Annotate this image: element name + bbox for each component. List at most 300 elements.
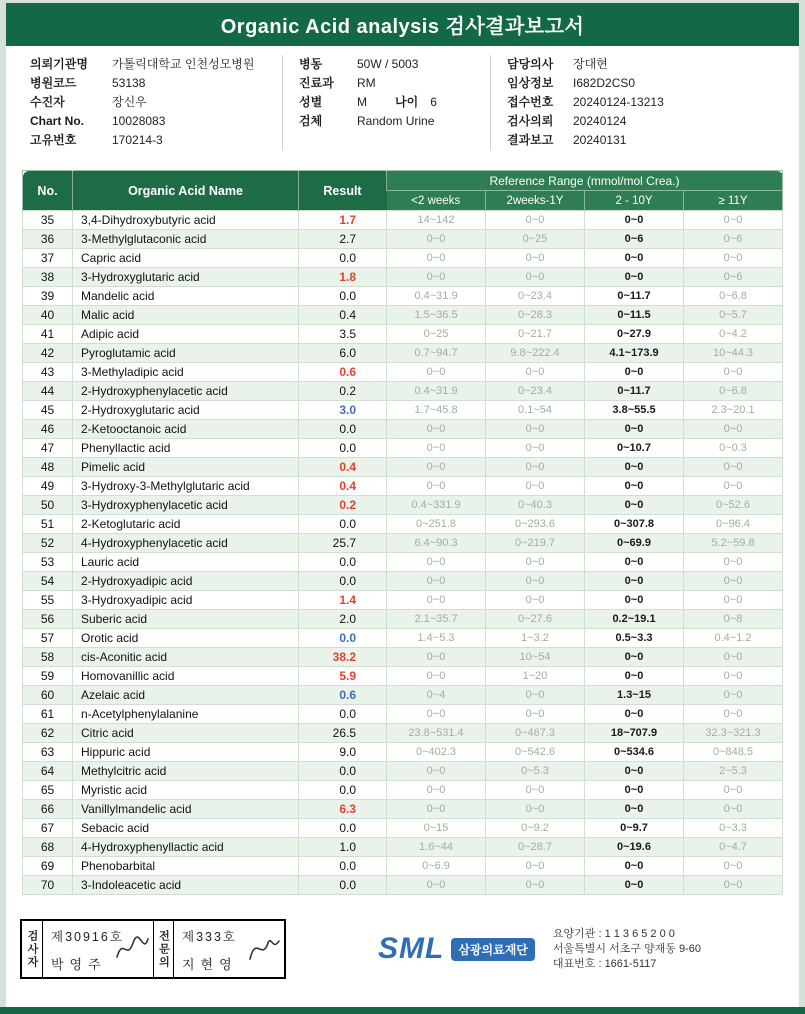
result-value: 1.0: [299, 838, 387, 857]
acid-name: Sebacic acid: [73, 819, 299, 838]
table-row: [23, 705, 783, 724]
reference-range: 0~0: [684, 648, 783, 667]
reference-range: 0~0: [684, 800, 783, 819]
table-row: [23, 781, 783, 800]
reference-range: 0~3.3: [684, 819, 783, 838]
acid-name: Orotic acid: [73, 629, 299, 648]
info-row: [30, 112, 272, 131]
reference-range: 0~0: [486, 363, 585, 382]
reference-range: 0~0: [486, 211, 585, 230]
reference-range: 0.4~31.9: [387, 382, 486, 401]
examiner-role-label: 검사자: [22, 921, 43, 977]
reference-range: 0.4~331.9: [387, 496, 486, 515]
reference-range: 0~0: [486, 800, 585, 819]
examiner-cert-number: 제30916호: [51, 930, 124, 944]
reference-range: 1~20: [486, 667, 585, 686]
row-number: 57: [23, 629, 73, 648]
result-value: 0.0: [299, 819, 387, 838]
reference-range: 0~4.2: [684, 325, 783, 344]
result-value: 0.4: [299, 477, 387, 496]
reference-range: 6.4~90.3: [387, 534, 486, 553]
row-number: 41: [23, 325, 73, 344]
table-row: [23, 876, 783, 895]
reference-range: 0~0: [585, 762, 684, 781]
result-value: 0.0: [299, 705, 387, 724]
page-title: Organic Acid analysis 검사결과보고서: [220, 16, 585, 38]
reference-range: 0~0: [684, 857, 783, 876]
reference-range: 0~0: [387, 800, 486, 819]
results-tbody: [23, 211, 783, 895]
result-value: 6.0: [299, 344, 387, 363]
reference-range: 0~0: [486, 439, 585, 458]
info-label: 의뢰기관명: [30, 57, 88, 71]
row-number: 62: [23, 724, 73, 743]
reference-range: 0~0: [684, 458, 783, 477]
sml-logo: [378, 934, 535, 964]
acid-name: Capric acid: [73, 249, 299, 268]
row-number: 70: [23, 876, 73, 895]
reference-range: 3.8~55.5: [585, 401, 684, 420]
result-value: 0.2: [299, 496, 387, 515]
reference-range: 0~0.3: [684, 439, 783, 458]
reference-range: 0~0: [684, 686, 783, 705]
reference-range: 0~6.9: [387, 857, 486, 876]
reference-range: 0~0: [585, 420, 684, 439]
info-label: 결과보고: [507, 133, 554, 147]
acid-name: Homovanillic acid: [73, 667, 299, 686]
table-row: [23, 629, 783, 648]
acid-name: Pyroglutamic acid: [73, 344, 299, 363]
table-row: [23, 249, 783, 268]
info-value: 53138: [112, 76, 146, 90]
info-value: M: [357, 95, 367, 109]
result-value: 9.0: [299, 743, 387, 762]
table-row: [23, 306, 783, 325]
acid-name: 4-Hydroxyphenylacetic acid: [73, 534, 299, 553]
reference-range: 23.8~531.4: [387, 724, 486, 743]
info-value: 20240124: [573, 114, 627, 128]
result-value: 0.0: [299, 857, 387, 876]
reference-range: 0~0: [684, 363, 783, 382]
reference-range: 0~0: [585, 781, 684, 800]
reference-range: 0~23.4: [486, 382, 585, 401]
info-row: [507, 55, 779, 74]
table-row: [23, 211, 783, 230]
reference-range: 0~0: [684, 667, 783, 686]
result-value: 0.0: [299, 629, 387, 648]
row-number: 69: [23, 857, 73, 876]
reference-range: 0~402.3: [387, 743, 486, 762]
sml-logo-mark: SML: [378, 932, 445, 965]
acid-name: Phenobarbital: [73, 857, 299, 876]
result-value: 0.4: [299, 306, 387, 325]
row-number: 66: [23, 800, 73, 819]
examiner-name: 박영주: [51, 957, 107, 972]
result-value: 0.6: [299, 363, 387, 382]
table-row: [23, 534, 783, 553]
result-value: 26.5: [299, 724, 387, 743]
result-value: 0.0: [299, 420, 387, 439]
info-value: RM: [357, 76, 376, 90]
result-value: 1.8: [299, 268, 387, 287]
specialist-cert-number: 제333호: [182, 930, 238, 944]
result-value: 0.6: [299, 686, 387, 705]
info-value: 장신우: [112, 95, 147, 109]
examiner-signature-icon: [113, 933, 151, 968]
info-row: [30, 55, 272, 74]
row-number: 42: [23, 344, 73, 363]
acid-name: 4-Hydroxyphenyllactic acid: [73, 838, 299, 857]
report-footer: [6, 919, 799, 979]
info-label: 임상정보: [507, 76, 554, 90]
info-row: [299, 55, 480, 74]
info-row: [507, 93, 779, 112]
reference-range: 0~0: [486, 876, 585, 895]
reference-range: 0~6.8: [684, 287, 783, 306]
table-row: [23, 591, 783, 610]
contact-line-institution: 요양기관 : 1 1 3 6 5 2 0 0: [552, 927, 675, 940]
result-value: 1.4: [299, 591, 387, 610]
reference-range: 0~0: [387, 572, 486, 591]
signature-stamp-box: [20, 919, 286, 979]
acid-name: 3-Hydroxyglutaric acid: [73, 268, 299, 287]
col-subheader-over-11y: ≥ 11Y: [684, 191, 783, 211]
acid-name: Phenyllactic acid: [73, 439, 299, 458]
acid-name: cis-Aconitic acid: [73, 648, 299, 667]
info-label: 접수번호: [507, 95, 554, 109]
col-subheader-under-2-weeks: <2 weeks: [387, 191, 486, 211]
info-column: [30, 55, 282, 150]
reference-range: 0~15: [387, 819, 486, 838]
reference-range: 1.7~45.8: [387, 401, 486, 420]
row-number: 58: [23, 648, 73, 667]
reference-range: 0~0: [387, 648, 486, 667]
acid-name: Adipic acid: [73, 325, 299, 344]
reference-range: 0~293.6: [486, 515, 585, 534]
row-number: 38: [23, 268, 73, 287]
row-number: 55: [23, 591, 73, 610]
acid-name: Vanillylmandelic acid: [73, 800, 299, 819]
reference-range: 0~534.6: [585, 743, 684, 762]
row-number: 63: [23, 743, 73, 762]
info-value: 20240124-13213: [573, 95, 664, 109]
acid-name: 2-Ketooctanoic acid: [73, 420, 299, 439]
result-value: 0.0: [299, 762, 387, 781]
reference-range: 0~19.6: [585, 838, 684, 857]
info-value: 장대현: [573, 57, 608, 71]
info-label: Chart No.: [30, 114, 84, 128]
row-number: 61: [23, 705, 73, 724]
table-row: [23, 610, 783, 629]
contact-line-phone: 대표번호 : 1661-5117: [552, 957, 657, 970]
reference-range: 0~0: [387, 705, 486, 724]
table-row: [23, 857, 783, 876]
info-label: 검체: [299, 114, 323, 128]
reference-range: 0~0: [486, 420, 585, 439]
result-value: 0.0: [299, 553, 387, 572]
table-row: [23, 553, 783, 572]
reference-range: 0~27.9: [585, 325, 684, 344]
info-row: [30, 131, 272, 150]
reference-range: 0~848.5: [684, 743, 783, 762]
reference-range: 0~0: [585, 211, 684, 230]
reference-range: 0~4.7: [684, 838, 783, 857]
reference-range: 0.7~94.7: [387, 344, 486, 363]
acid-name: 2-Hydroxyadipic acid: [73, 572, 299, 591]
row-number: 68: [23, 838, 73, 857]
col-header-result: Result: [299, 171, 387, 211]
reference-range: 0.2~19.1: [585, 610, 684, 629]
result-value: 0.0: [299, 439, 387, 458]
reference-range: 0~0: [585, 876, 684, 895]
reference-range: 0~6.8: [684, 382, 783, 401]
results-table-head: [23, 171, 783, 211]
table-row: [23, 458, 783, 477]
reference-range: 0~6: [684, 230, 783, 249]
result-value: 0.4: [299, 458, 387, 477]
info-value: 50W / 5003: [357, 57, 419, 71]
table-row: [23, 325, 783, 344]
reference-range: 1~3.2: [486, 629, 585, 648]
reference-range: 0~0: [387, 477, 486, 496]
acid-name: Mandelic acid: [73, 287, 299, 306]
reference-range: 1.4~5.3: [387, 629, 486, 648]
table-row: [23, 268, 783, 287]
info-label: 나이: [395, 95, 419, 109]
specialist-role-label: 전문의: [153, 921, 174, 977]
reference-range: 0~0: [486, 477, 585, 496]
reference-range: 0~0: [387, 439, 486, 458]
table-row: [23, 648, 783, 667]
result-value: 0.0: [299, 781, 387, 800]
reference-range: 0.4~1.2: [684, 629, 783, 648]
report-banner: [6, 3, 799, 46]
info-value: 가톨릭대학교 인천성모병원: [112, 57, 255, 71]
reference-range: 0~307.8: [585, 515, 684, 534]
info-column: [490, 55, 789, 150]
contact-info: [553, 927, 701, 972]
result-value: 0.0: [299, 876, 387, 895]
table-row: [23, 838, 783, 857]
reference-range: 0~0: [486, 705, 585, 724]
reference-range: 0~8: [684, 610, 783, 629]
acid-name: Malic acid: [73, 306, 299, 325]
col-header-reference-range: Reference Range (mmol/mol Crea.): [387, 171, 783, 191]
acid-name: Suberic acid: [73, 610, 299, 629]
row-number: 46: [23, 420, 73, 439]
reference-range: 0~0: [486, 458, 585, 477]
row-number: 60: [23, 686, 73, 705]
acid-name: Hippuric acid: [73, 743, 299, 762]
table-row: [23, 401, 783, 420]
acid-name: 3-Methyladipic acid: [73, 363, 299, 382]
reference-range: 0~27.6: [486, 610, 585, 629]
reference-range: 0~23.4: [486, 287, 585, 306]
info-value: I682D2CS0: [573, 76, 636, 90]
result-value: 2.7: [299, 230, 387, 249]
reference-range: 0~0: [486, 249, 585, 268]
result-value: 3.5: [299, 325, 387, 344]
reference-range: 9.8~222.4: [486, 344, 585, 363]
info-row: [299, 112, 480, 131]
info-value: 170214-3: [112, 133, 163, 147]
acid-name: Pimelic acid: [73, 458, 299, 477]
table-row: [23, 724, 783, 743]
acid-name: Methylcitric acid: [73, 762, 299, 781]
info-label: 병원코드: [30, 76, 77, 90]
reference-range: 0~21.7: [486, 325, 585, 344]
reference-range: 0~0: [585, 705, 684, 724]
reference-range: 0~0: [387, 249, 486, 268]
reference-range: 18~707.9: [585, 724, 684, 743]
examiner-stamp: [43, 921, 153, 977]
acid-name: Lauric acid: [73, 553, 299, 572]
report-page: [6, 3, 799, 1007]
row-number: 56: [23, 610, 73, 629]
reference-range: 0~0: [684, 553, 783, 572]
specialist-stamp: [174, 921, 284, 977]
row-number: 35: [23, 211, 73, 230]
reference-range: 2~5.3: [684, 762, 783, 781]
acid-name: 2-Hydroxyglutaric acid: [73, 401, 299, 420]
col-subheader-2weeks-1y: 2weeks-1Y: [486, 191, 585, 211]
row-number: 51: [23, 515, 73, 534]
col-subheader-2-10y: 2 - 10Y: [585, 191, 684, 211]
info-row: [299, 93, 480, 112]
reference-range: 0~25: [486, 230, 585, 249]
table-row: [23, 515, 783, 534]
table-row: [23, 743, 783, 762]
reference-range: 0~0: [585, 800, 684, 819]
info-value: Random Urine: [357, 114, 435, 128]
result-value: 2.0: [299, 610, 387, 629]
reference-range: 0~0: [486, 781, 585, 800]
result-value: 0.2: [299, 382, 387, 401]
reference-range: 0~11.5: [585, 306, 684, 325]
acid-name: 3-Hydroxy-3-Methylglutaric acid: [73, 477, 299, 496]
acid-name: 3-Hydroxyadipic acid: [73, 591, 299, 610]
reference-range: 0~11.7: [585, 287, 684, 306]
info-label: 병동: [299, 57, 323, 71]
table-row: [23, 819, 783, 838]
reference-range: 0~6: [585, 230, 684, 249]
sml-org-badge: 삼광의료재단: [451, 938, 535, 961]
reference-range: 0~0: [585, 553, 684, 572]
acid-name: Citric acid: [73, 724, 299, 743]
specialist-signature-icon: [244, 933, 282, 968]
reference-range: 0~0: [684, 876, 783, 895]
row-number: 36: [23, 230, 73, 249]
table-row: [23, 667, 783, 686]
reference-range: 5.2~59.8: [684, 534, 783, 553]
reference-range: 0~0: [684, 249, 783, 268]
reference-range: 0~0: [387, 230, 486, 249]
row-number: 45: [23, 401, 73, 420]
table-row: [23, 477, 783, 496]
acid-name: 3-Methylglutaconic acid: [73, 230, 299, 249]
table-row: [23, 363, 783, 382]
reference-range: 0~40.3: [486, 496, 585, 515]
result-value: 5.9: [299, 667, 387, 686]
reference-range: 0~0: [684, 477, 783, 496]
reference-range: 14~142: [387, 211, 486, 230]
reference-range: 0~69.9: [585, 534, 684, 553]
reference-range: 0~0: [387, 591, 486, 610]
table-row: [23, 439, 783, 458]
reference-range: 0~0: [684, 572, 783, 591]
info-column: [282, 55, 490, 150]
reference-range: 0~4: [387, 686, 486, 705]
row-number: 39: [23, 287, 73, 306]
reference-range: 0~0: [387, 553, 486, 572]
reference-range: 0~0: [387, 762, 486, 781]
result-value: 0.0: [299, 515, 387, 534]
reference-range: 0~28.7: [486, 838, 585, 857]
reference-range: 0~0: [585, 572, 684, 591]
row-number: 65: [23, 781, 73, 800]
result-value: 0.0: [299, 572, 387, 591]
acid-name: 3-Indoleacetic acid: [73, 876, 299, 895]
row-number: 64: [23, 762, 73, 781]
reference-range: 0~0: [684, 781, 783, 800]
row-number: 54: [23, 572, 73, 591]
reference-range: 0~0: [585, 648, 684, 667]
info-value: 20240131: [573, 133, 627, 147]
reference-range: 0~5.3: [486, 762, 585, 781]
reference-range: 1.3~15: [585, 686, 684, 705]
reference-range: 0~0: [387, 268, 486, 287]
reference-range: 0.5~3.3: [585, 629, 684, 648]
reference-range: 0~0: [585, 458, 684, 477]
reference-range: 0~0: [684, 705, 783, 724]
results-table: [22, 170, 783, 895]
info-label: 수진자: [30, 95, 65, 109]
reference-range: 0~0: [684, 591, 783, 610]
acid-name: 2-Ketoglutaric acid: [73, 515, 299, 534]
table-row: [23, 344, 783, 363]
row-number: 50: [23, 496, 73, 515]
reference-range: 0~25: [387, 325, 486, 344]
table-row: [23, 800, 783, 819]
row-number: 37: [23, 249, 73, 268]
info-label: 진료과: [299, 76, 334, 90]
acid-name: 2-Hydroxyphenylacetic acid: [73, 382, 299, 401]
row-number: 67: [23, 819, 73, 838]
info-label: 검사의뢰: [507, 114, 554, 128]
reference-range: 0~251.8: [387, 515, 486, 534]
table-row: [23, 230, 783, 249]
reference-range: 0~0: [585, 857, 684, 876]
reference-range: 0~10.7: [585, 439, 684, 458]
reference-range: 0~0: [585, 477, 684, 496]
reference-range: 0~6: [684, 268, 783, 287]
result-value: 25.7: [299, 534, 387, 553]
reference-range: 0~52.6: [684, 496, 783, 515]
reference-range: 0~0: [585, 363, 684, 382]
row-number: 43: [23, 363, 73, 382]
table-row: [23, 420, 783, 439]
info-row: [507, 74, 779, 93]
reference-range: 0~0: [585, 249, 684, 268]
acid-name: Azelaic acid: [73, 686, 299, 705]
row-number: 44: [23, 382, 73, 401]
result-value: 38.2: [299, 648, 387, 667]
result-value: 3.0: [299, 401, 387, 420]
info-value: 6: [430, 95, 437, 109]
reference-range: 1.5~36.5: [387, 306, 486, 325]
table-row: [23, 572, 783, 591]
info-row: [30, 93, 272, 112]
